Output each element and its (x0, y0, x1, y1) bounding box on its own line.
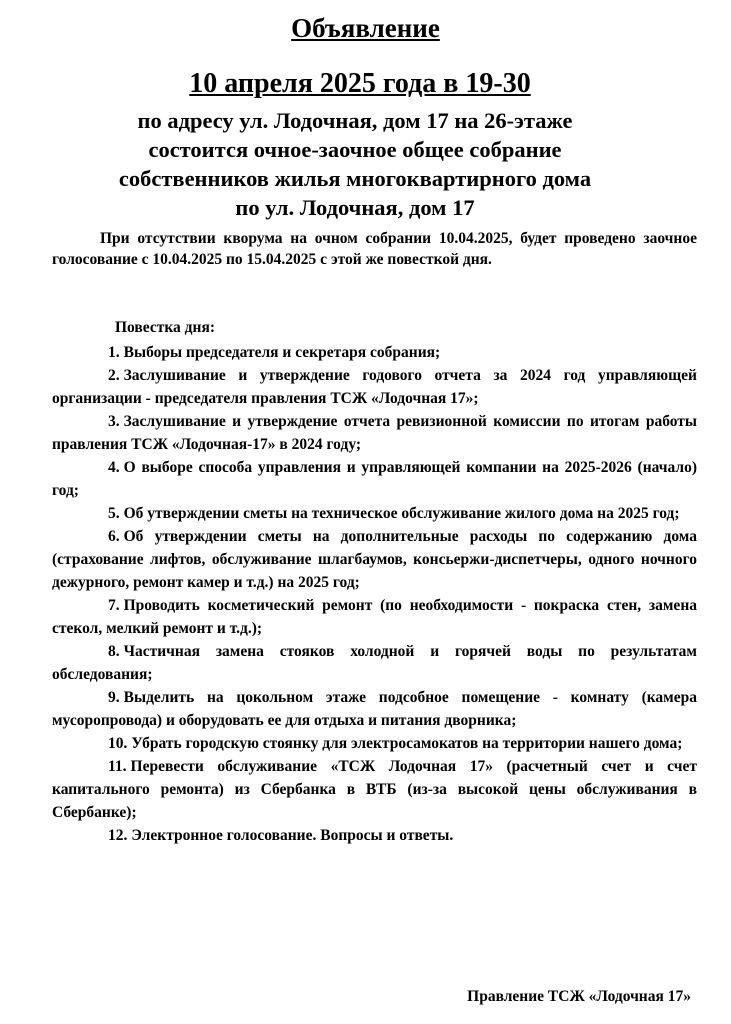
agenda-item-text: Заслушивание и утверждение годового отчета за 2024 год управляющей организации - председателя правления ТСЖ «Лодочная 17»; (52, 367, 697, 407)
agenda-item-text: Электронное голосование. Вопросы и ответы. (131, 827, 454, 844)
agenda-item-number: 2. (108, 367, 120, 384)
agenda-item (52, 525, 697, 594)
agenda-item-number: 3. (108, 413, 120, 430)
agenda-item-text: Об утверждении сметы на дополнительные расходы по содержанию дома (страхование лифтов, обслуживание шлагбаумов, консьержи-диспетчеры, одного ночного дежурного, ремонт камер и т.д.) на 2025 год; (52, 528, 697, 591)
quorum-notice: При отсутствии кворума на очном собрании 10.04.2025, будет проведено заочное голосование с 10.04.2025 по 15.04.2025 с этой же повесткой дня. (52, 230, 697, 268)
agenda-title: Повестка дня: (115, 319, 215, 336)
agenda-item (52, 755, 697, 824)
agenda-item-text: Частичная замена стояков холодной и горячей воды по результатам обследования; (52, 643, 697, 683)
agenda-list (52, 341, 697, 847)
meeting-heading (0, 106, 710, 222)
agenda-item-text: Об утверждении сметы на техническое обслуживание жилого дома на 2025 год; (123, 505, 680, 522)
agenda-item-text: О выборе способа управления и управляющей компании на 2025-2026 (начало) год; (52, 459, 697, 499)
agenda-item (52, 410, 697, 456)
heading-line: по ул. Лодочная, дом 17 (235, 195, 475, 220)
agenda-item-number: 12. (108, 827, 128, 844)
agenda-item-number: 11. (108, 758, 127, 775)
agenda-item (52, 502, 697, 525)
heading-line: собственников жилья многоквартирного дома (118, 166, 592, 191)
agenda-item-number: 5. (108, 505, 120, 522)
meeting-date-text: 10 апреля 2025 года в 19-30 (189, 68, 531, 99)
page-title: Объявление (291, 13, 440, 43)
agenda-item-text: Выделить на цокольном этаже подсобное помещение - комнату (камера мусоропровода) и оборудовать ее для отдыха и питания дворника; (52, 689, 697, 729)
agenda-item (52, 686, 697, 732)
heading-line: состоится очное-заочное общее собрание (148, 137, 562, 162)
agenda-item-number: 9. (108, 689, 120, 706)
agenda-item-text: Убрать городскую стоянку для электросамокатов на территории нашего дома; (131, 735, 683, 752)
agenda-item-text: Проводить косметический ремонт (по необходимости - покраска стен, замена стекол, мелкий ремонт и т.д.); (52, 597, 697, 637)
agenda-item-text: Выборы председателя и секретаря собрания; (123, 344, 441, 361)
agenda-item-text: Заслушивание и утверждение отчета ревизионной комиссии по итогам работы правления ТСЖ «Лодочная-17» в 2024 году; (52, 413, 697, 453)
agenda-item (52, 456, 697, 502)
agenda-item (52, 640, 697, 686)
heading-line: по адресу ул. Лодочная, дом 17 на 26-этаже (137, 108, 573, 133)
agenda-item-number: 4. (108, 459, 120, 476)
agenda-item (52, 732, 697, 755)
agenda-item (52, 341, 697, 364)
agenda-item-text: Перевести обслуживание «ТСЖ Лодочная 17» (расчетный счет и счет капитального ремонта) из Сбербанка в ВТБ (из-за высокой цены обслуживания в Сбербанке); (52, 758, 697, 821)
agenda-item (52, 364, 697, 410)
agenda-item-number: 1. (108, 344, 120, 361)
signature: Правление ТСЖ «Лодочная 17» (467, 988, 691, 1005)
agenda-item-number: 7. (108, 597, 120, 614)
agenda-item (52, 594, 697, 640)
agenda-item (52, 824, 697, 847)
agenda-item-number: 8. (108, 643, 120, 660)
meeting-date (0, 66, 720, 102)
agenda-item-number: 6. (108, 528, 120, 545)
agenda-item-number: 10. (108, 735, 128, 752)
